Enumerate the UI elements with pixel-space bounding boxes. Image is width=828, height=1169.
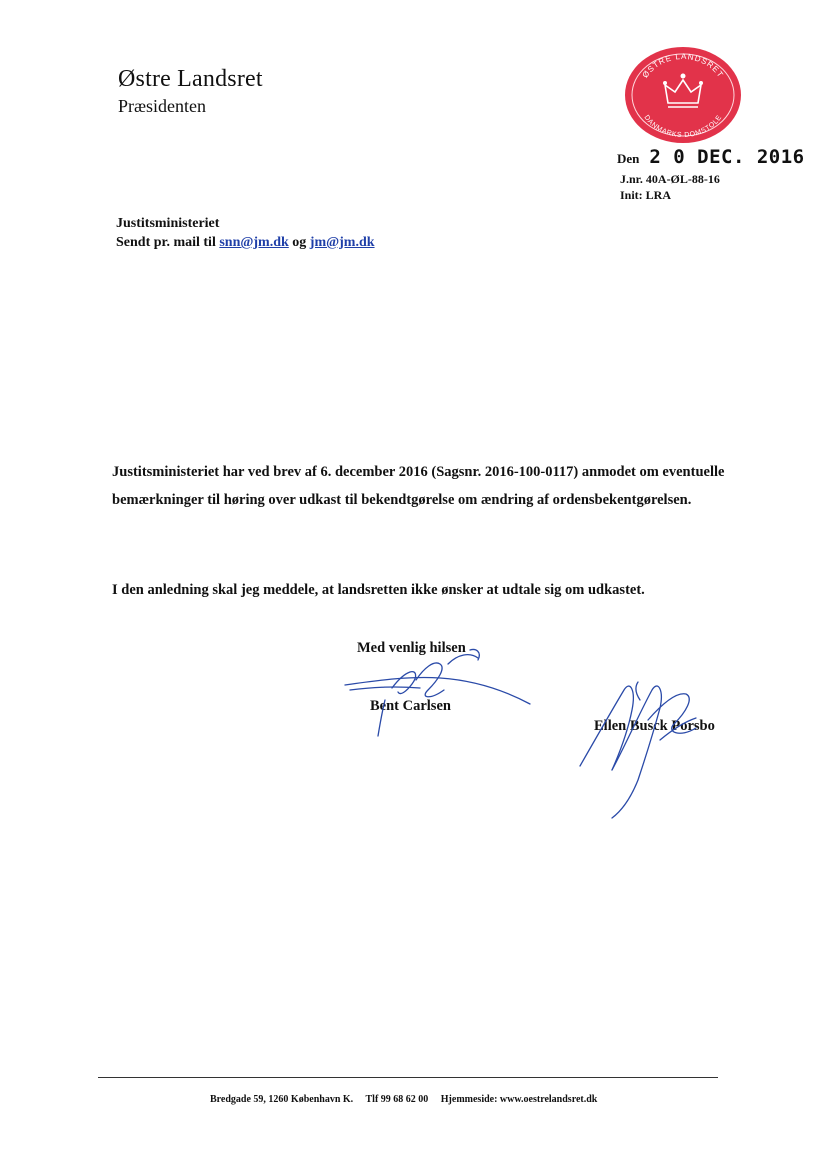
court-seal-logo bbox=[623, 45, 743, 145]
svg-text:ØSTRE LANDSRET: ØSTRE LANDSRET bbox=[640, 51, 726, 80]
signature-ellen-busck-porsbo bbox=[580, 682, 696, 818]
footer-contact bbox=[210, 1094, 607, 1105]
email-link-2[interactable]: jm@jm.dk bbox=[309, 235, 375, 250]
footer-website: Hjemmeside: www.oestrelandsret.dk bbox=[440, 1094, 598, 1105]
initials: Init: LRA bbox=[620, 188, 672, 202]
sent-prefix: Sendt pr. mail til bbox=[116, 235, 216, 250]
footer-address: Bredgade 59, 1260 København K. bbox=[210, 1094, 354, 1105]
organization-name: Østre Landsret bbox=[118, 66, 263, 92]
organization-subtitle: Præsidenten bbox=[118, 96, 206, 116]
date-line bbox=[617, 146, 805, 168]
body-paragraph-2: I den anledning skal jeg meddele, at landsretten ikke ønsker at udtale sig om udkastet. bbox=[112, 582, 645, 598]
footer-divider bbox=[98, 1077, 718, 1078]
recipient-sent-line bbox=[116, 235, 375, 251]
conjunction: og bbox=[292, 235, 307, 250]
date-prefix: Den bbox=[617, 151, 640, 166]
closing-greeting: Med venlig hilsen bbox=[357, 640, 466, 656]
signer-name-2: Ellen Busck Porsbo bbox=[594, 718, 715, 734]
svg-text:DANMARKS DOMSTOLE: DANMARKS DOMSTOLE bbox=[642, 114, 724, 140]
email-link-1[interactable]: snn@jm.dk bbox=[219, 235, 289, 250]
signature-bent-carlsen bbox=[345, 649, 530, 736]
recipient-name: Justitsministeriet bbox=[116, 216, 220, 231]
journal-number: J.nr. 40A-ØL-88-16 bbox=[620, 172, 720, 186]
date-stamp: 2 0 DEC. 2016 bbox=[649, 146, 805, 168]
signer-name-1: Bent Carlsen bbox=[370, 698, 451, 714]
footer-phone: Tlf 99 68 62 00 bbox=[365, 1094, 429, 1105]
body-paragraph-1: Justitsministeriet har ved brev af 6. december 2016 (Sagsnr. 2016-100-0117) anmodet om eventuelle bemærkninger til høring over udkast til bekendtgørelse om ændring af ordensbekentgørelsen. bbox=[112, 464, 725, 508]
